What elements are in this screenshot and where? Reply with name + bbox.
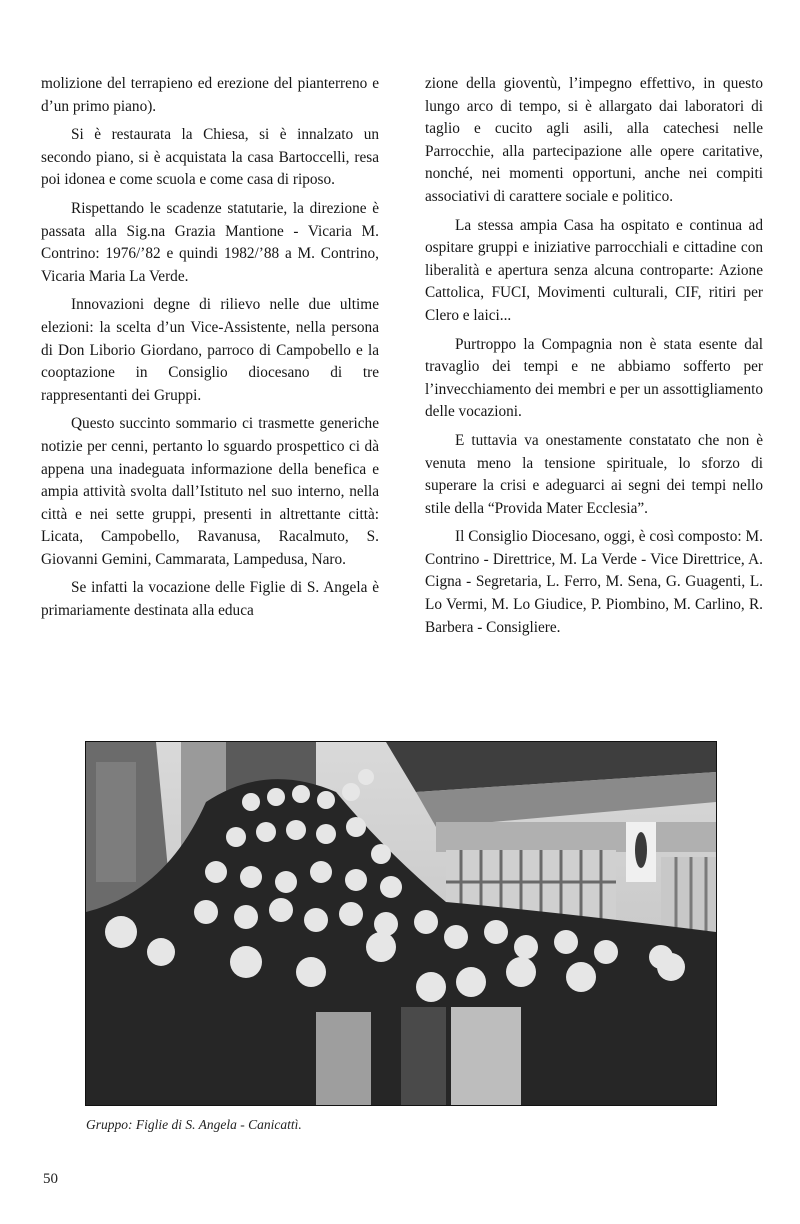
paragraph: Si è restaurata la Chiesa, si è innalzato un secondo piano, si è acquistata la casa Bartoccelli, resa poi idonea e come scuola e come casa di riposo. bbox=[41, 126, 379, 189]
paragraph: Rispettando le scadenze statutarie, la direzione è passata alla Sig.na Grazia Mantione - Vicaria M. Contrino: 1976/’82 e quindi 1982/’88 a M. Contrino, Vicaria Maria La Verde. bbox=[41, 199, 379, 285]
paragraph: Questo succinto sommario ci trasmette generiche notizie per cenni, pertanto lo sguardo prospettico ci dà appena una inadeguata informazione della benefica e ampia attività svolta dall’Istituto nel suo interno, nella città e nei sette gruppi, presenti in altrettante città: Licata, Campobello, Ravanusa, Racalmuto, S. Giovanni Gemini, Cammarata, Lampedusa, Naro. bbox=[41, 415, 379, 568]
paragraph: Se infatti la vocazione delle Figlie di S. Angela è primariamente destinata alla educa bbox=[41, 579, 379, 620]
paragraph: molizione del terrapieno ed erezione del pianterreno e d’un primo piano). bbox=[41, 75, 379, 115]
paragraph: Innovazioni degne di rilievo nelle due ultime elezioni: la scelta d’un Vice-Assistente, nella persona di Don Liborio Giordano, parroco di Campobello e la cooptazione in Consiglio diocesano di tre rappresentanti dei Gruppi. bbox=[41, 296, 379, 404]
group-photo-image bbox=[86, 742, 716, 1105]
page-number: 50 bbox=[43, 1171, 58, 1187]
paragraph: Il Consiglio Diocesano, oggi, è così composto: M. Contrino - Direttrice, M. La Verde - Vice Direttrice, A. Cigna - Segretaria, L. Ferro, M. Sena, G. Guagenti, L. Lo Vermi, M. Lo Giudice, P. Piombino, M. Carlino, R. Barbera - Consigliere. bbox=[425, 528, 763, 636]
paragraph: zione della gioventù, l’impegno effettivo, in questo lungo arco di tempo, si è allargato dai laboratori di taglio e cucito agli asili, alla catechesi nelle Parrocchie, alla partecipazione alle opere caritative, nonché, nei momenti opportuni, anche nei compiti associativi di carattere sociale e politico. bbox=[425, 75, 763, 205]
paragraph: La stessa ampia Casa ha ospitato e continua ad ospitare gruppi e iniziative parrocchiali e cittadine con liberalità e apertura senza alcuna controparte: Azione Cattolica, FUCI, Movimenti culturali, CIF, ritiri per Clero e laici... bbox=[425, 216, 763, 324]
text-column-right bbox=[425, 73, 763, 645]
photo-caption: Gruppo: Figlie di S. Angela - Canicattì. bbox=[86, 1117, 302, 1132]
paragraph: Purtroppo la Compagnia non è stata esente dal travaglio dei tempi e ne abbiamo sofferto per l’invecchiamento dei membri e per un assottigliamento delle vocazioni. bbox=[425, 335, 763, 421]
group-photo bbox=[85, 741, 717, 1106]
paragraph: E tuttavia va onestamente constatato che non è venuta meno la tensione spirituale, lo sforzo di superare la crisi e adeguarci ai segni dei tempi nello stile della “Provida Mater Ecclesia”. bbox=[425, 431, 763, 517]
text-column-left bbox=[41, 73, 379, 629]
